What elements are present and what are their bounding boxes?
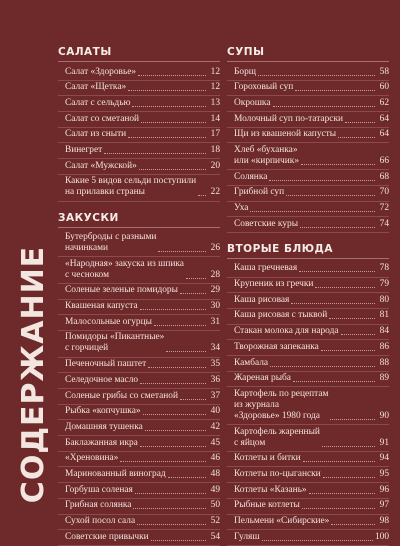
toc-page-number: 18 [210,144,220,155]
toc-page-number: 54 [210,531,220,542]
toc-entry[interactable] [58,128,220,144]
toc-entry[interactable] [227,372,389,388]
toc-entry[interactable] [58,331,220,358]
toc-page-number: 96 [379,484,389,495]
toc-leader-dots [300,227,375,228]
toc-page-number: 12 [210,82,220,93]
toc-page-number: 12 [210,66,220,77]
toc-entry-title: Грибной суп [234,187,285,198]
toc-leader-dots [180,399,206,400]
toc-page-number: 94 [379,453,389,464]
side-title: СОДЕРЖАНИЕ [16,245,52,503]
toc-entry-title: Какие 5 видов сельди поступили на прилавки страны [65,176,197,198]
toc-entry[interactable] [58,405,220,421]
toc-entry-title: Камбала [234,357,269,368]
toc-leader-dots [186,278,206,279]
toc-page-number: 97 [379,500,389,511]
toc-entry[interactable] [227,65,389,81]
toc-page-number: 60 [379,82,389,93]
toc-entry[interactable] [58,96,220,112]
toc-page-number: 48 [210,468,220,479]
toc-page-number: 95 [379,468,389,479]
toc-page-number: 29 [210,285,220,296]
toc-leader-dots [250,211,375,212]
toc-entry[interactable] [227,81,389,97]
toc-leader-dots [321,350,375,351]
toc-page-number: 46 [210,453,220,464]
toc-entry[interactable] [227,293,389,309]
toc-entry-title: Уха [234,203,249,213]
toc-entry-title: Щи из квашеной капусты [234,129,337,140]
toc-entry[interactable] [227,340,389,356]
toc-page-number: 52 [210,516,220,526]
toc-leader-dots [299,271,375,272]
toc-page-number: 74 [379,218,389,229]
toc-page-number: 79 [379,279,389,290]
toc-entry[interactable] [227,483,389,499]
toc-leader-dots [286,195,375,196]
toc-page-number: 20 [210,160,220,171]
toc-entry[interactable] [58,300,220,316]
toc-entry-title: Печеночный паштет [65,359,147,370]
toc-page-number: 90 [379,410,389,421]
right-column [227,46,389,546]
section-heading-salaty: САЛАТЫ [58,46,220,62]
toc-entry-title: Советские куры [234,218,299,229]
toc-leader-dots [291,303,375,304]
toc-leader-dots [140,383,206,384]
toc-leader-dots [301,164,375,165]
toc-page-number: 81 [379,310,389,321]
toc-leader-dots [330,419,375,420]
toc-page-number: 86 [379,341,389,352]
toc-page-number: 88 [379,357,389,368]
toc-page-number: 58 [379,66,389,77]
toc-leader-dots [345,122,375,123]
toc-entry-title: Бутерброды с разными начинками [65,232,157,253]
toc-entry[interactable] [227,170,389,186]
toc-page-number: 49 [210,484,220,495]
toc-entry[interactable] [58,467,220,483]
toc-leader-dots [322,446,375,447]
toc-entry-title: Рыбные котлеты [234,500,300,511]
toc-entry[interactable] [58,231,220,258]
section-list-salaty [58,65,220,202]
toc-leader-dots [273,106,376,107]
toc-page-number: 84 [379,326,389,337]
toc-entry-title: Картофель жаренный с яйцом [234,426,320,448]
toc-entry[interactable] [227,515,389,531]
toc-entry-title: Хлеб «буханка» или «кирпичик» [234,144,300,166]
toc-entry-title: Салат с сельдью [65,97,131,108]
toc-page-number: 64 [379,113,389,124]
toc-page-number: 89 [379,373,389,384]
toc-leader-dots [140,446,206,447]
toc-leader-dots [128,90,206,91]
toc-entry-title: Домашняя тушенка [65,421,143,432]
toc-entry-title: Салат «Щетка» [65,82,127,93]
toc-entry-title: Сухой посол сала [65,516,136,526]
toc-entry[interactable] [227,143,389,170]
toc-leader-dots [180,293,206,294]
toc-entry-title: Селедочное масло [65,374,139,385]
toc-entry-title: Салат «Мужской» [65,160,137,171]
toc-entry[interactable] [58,420,220,436]
toc-leader-dots [262,540,373,541]
toc-entry-title: Котлеты и битки [234,453,301,464]
toc-entry-title: Винегрет [65,144,103,155]
toc-entry-title: Котлеты «Казань» [234,484,307,495]
toc-entry[interactable] [227,202,389,218]
toc-entry-title: Маринованный виноград [65,468,166,479]
toc-page-number: 31 [210,316,220,327]
toc-leader-dots [141,122,206,123]
toc-page-number: 98 [379,516,389,526]
left-column [58,46,220,546]
toc-leader-dots [145,430,206,431]
toc-leader-dots [315,287,375,288]
toc-entry-title: Салат со сметаной [65,113,140,124]
toc-leader-dots [338,137,375,138]
toc-entry[interactable] [227,128,389,144]
toc-entry-title: Крупеник из гречки [234,279,314,290]
toc-page-number: 14 [210,113,220,124]
toc-entry-title: Жареная рыба [234,373,291,384]
toc-leader-dots [166,351,206,352]
toc-page-number: 91 [379,437,389,448]
toc-entry-title: Каша рисовая [234,294,290,305]
toc-entry[interactable] [227,278,389,294]
toc-entry-title: Рыбка «копчушка» [65,406,141,417]
toc-entry[interactable] [58,143,220,159]
toc-page-number: 34 [210,343,220,354]
toc-entry[interactable] [227,467,389,483]
toc-leader-dots [270,366,375,367]
toc-entry[interactable] [58,257,220,284]
toc-page-number: 26 [210,243,220,253]
toc-entry[interactable] [227,112,389,128]
section-heading-vtorye: ВТОРЫЕ БЛЮДА [227,243,389,259]
toc-leader-dots [302,508,375,509]
section-list-vtorye [227,262,389,546]
toc-leader-dots [151,540,206,541]
toc-entry-title: Квашеная капуста [65,301,138,312]
toc-entry-title: Картофель по рецептам из журнала «Здоровье» 1980 года [234,388,329,421]
toc-entry-title: Соленые грибы со сметаной [65,390,178,401]
toc-entry[interactable] [58,358,220,374]
toc-entry-title: «Хреновина» [65,453,119,464]
toc-entry[interactable] [227,309,389,325]
toc-entry-title: Салат «Здоровье» [65,66,137,77]
toc-leader-dots [138,75,206,76]
toc-entry[interactable] [58,65,220,81]
toc-entry-title: Баклажанная икра [65,437,138,448]
toc-leader-dots [128,137,206,138]
section-heading-zakuski: ЗАКУСКИ [58,212,220,228]
toc-entry-title: Солянка [234,171,268,182]
toc-page-number: 78 [379,263,389,274]
toc-entry[interactable] [227,217,389,233]
toc-entry[interactable] [227,262,389,278]
toc-leader-dots [140,309,206,310]
toc-entry[interactable] [58,499,220,515]
toc-entry-title: Каша рисовая с тыквой [234,310,328,321]
toc-entry-title: Горбуша соленая [65,484,133,495]
toc-entry-title: Гороховый суп [234,82,294,93]
toc-leader-dots [158,251,206,252]
toc-page-number: 22 [210,187,220,198]
toc-page-number: 36 [210,374,220,385]
toc-page-number: 50 [210,500,220,511]
toc-page-number: 13 [210,97,220,108]
toc-entry[interactable] [58,389,220,405]
toc-leader-dots [133,508,206,509]
toc-leader-dots [329,318,375,319]
toc-page-number: 80 [379,294,389,305]
toc-leader-dots [104,153,206,154]
toc-entry-title: Советские привычки [65,531,149,542]
toc-entry[interactable] [58,515,220,531]
toc-entry-title: Малосольные огурцы [65,316,152,327]
toc-entry[interactable] [58,159,220,175]
toc-entry-title: Соленые зеленые помидоры [65,285,178,296]
toc-page-number: 28 [210,269,220,280]
toc-leader-dots [269,180,375,181]
section-heading-supy: СУПЫ [227,46,389,62]
toc-page-number: 35 [210,359,220,370]
toc-page-number: 100 [374,531,389,542]
toc-entry-title: Грибная солянка [65,500,132,511]
toc-leader-dots [135,493,206,494]
toc-leader-dots [137,524,206,525]
toc-leader-dots [168,477,206,478]
toc-entry-title: Стакан молока для народа [234,326,339,337]
toc-page-number: 64 [379,129,389,140]
toc-leader-dots [331,524,375,525]
toc-page-number: 30 [210,301,220,312]
toc-leader-dots [258,75,375,76]
section-list-supy [227,65,389,233]
toc-entry[interactable] [58,112,220,128]
toc-entry-title: Гуляш [234,531,260,542]
toc-entry-title: Котлеты по-цыгански [234,468,321,479]
toc-leader-dots [120,461,206,462]
toc-page-number: 42 [210,421,220,432]
toc-entry[interactable] [58,373,220,389]
toc-entry[interactable] [227,530,389,546]
toc-entry[interactable] [227,425,389,452]
toc-page-number: 72 [379,203,389,213]
toc-entry-title: Салат из сныти [65,129,127,140]
toc-entry[interactable] [227,96,389,112]
toc-entry[interactable] [227,186,389,202]
toc-entry-title: Пельмени «Сибирские» [234,516,330,526]
toc-page-number: 70 [379,187,389,198]
toc-leader-dots [154,325,206,326]
toc-leader-dots [309,493,375,494]
toc-page-number: 37 [210,390,220,401]
toc-entry[interactable] [58,452,220,468]
toc-page-number: 68 [379,171,389,182]
section-list-zakuski [58,231,220,546]
toc-entry[interactable] [58,175,220,202]
toc-leader-dots [341,334,375,335]
toc-leader-dots [148,367,206,368]
toc-page-number: 40 [210,406,220,417]
toc-entry[interactable] [58,81,220,97]
toc-entry-title: Окрошка [234,97,271,108]
toc-leader-dots [323,477,375,478]
toc-leader-dots [295,90,375,91]
toc-entry[interactable] [227,356,389,372]
toc-leader-dots [303,461,375,462]
toc-page-number: 17 [210,129,220,140]
toc-leader-dots [132,106,206,107]
toc-entry[interactable] [227,387,389,425]
toc-leader-dots [293,381,375,382]
toc-entry[interactable] [58,315,220,331]
toc-entry[interactable] [58,284,220,300]
toc-entry[interactable] [227,452,389,468]
toc-entry[interactable] [227,499,389,515]
toc-entry-title: Борщ [234,66,256,77]
side-title-block [14,234,54,514]
toc-page-number: 62 [379,97,389,108]
toc-leader-dots [143,414,206,415]
toc-entry[interactable] [58,436,220,452]
toc-page-number: 66 [379,155,389,166]
toc-entry-title: «Народная» закуска из шпика с чесноком [65,258,184,280]
toc-entry-title: Помидоры «Пикантные» с горчицей [65,332,165,354]
toc-leader-dots [198,195,206,196]
toc-entry[interactable] [58,530,220,546]
toc-entry[interactable] [58,483,220,499]
toc-entry-title: Каша гречневая [234,263,298,274]
toc-entry[interactable] [227,325,389,341]
toc-entry-title: Молочный суп по-татарски [234,113,344,124]
toc-page-number: 45 [210,437,220,448]
toc-leader-dots [139,169,206,170]
toc-entry-title: Творожная запеканка [234,341,319,352]
